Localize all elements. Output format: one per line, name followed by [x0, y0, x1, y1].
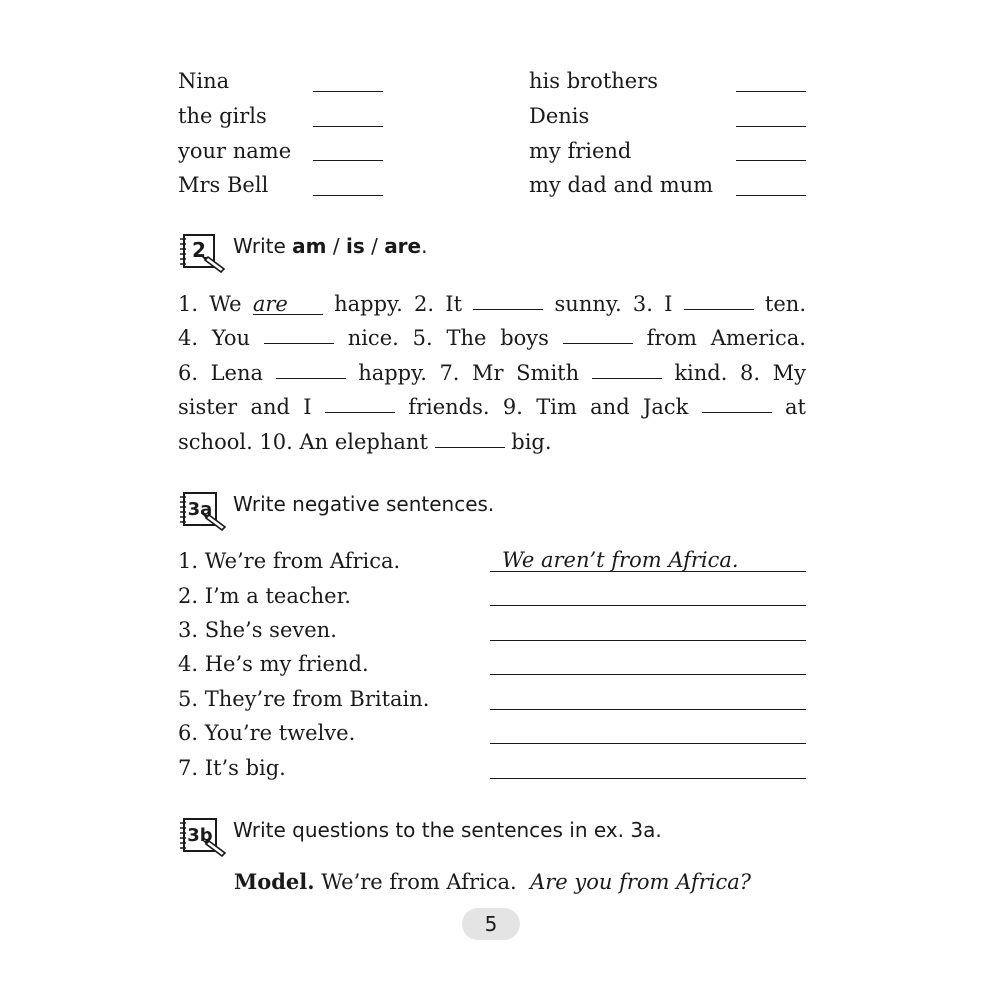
exercise-2-badge: 2 — [192, 238, 206, 262]
ex1-blank-6[interactable] — [736, 126, 806, 127]
ex3a-sentence-4: 4. He’s my friend. — [178, 652, 369, 676]
ex2-line-4: sister and I friends. 9. Tim and Jack at — [178, 395, 806, 419]
ex2-answer-1[interactable]: are — [253, 294, 323, 315]
ex3a-answer-line-5[interactable] — [490, 686, 806, 710]
ex2-blank-3[interactable] — [684, 308, 754, 310]
ex3a-sentence-1: 1. We’re from Africa. — [178, 549, 401, 573]
ex3b-model — [234, 869, 751, 894]
ex1-blank-2[interactable] — [313, 126, 383, 127]
ex3a-answer-line-2[interactable] — [490, 582, 806, 606]
ex1-item-8: my dad and mum — [529, 173, 714, 197]
ex1-item-1: Nina — [178, 69, 230, 93]
ex1-blank-4[interactable] — [313, 195, 383, 196]
ex1-item-2: the girls — [178, 104, 267, 128]
ex1-blank-7[interactable] — [736, 160, 806, 161]
exercise-3b-badge: 3b — [187, 825, 213, 846]
ex2-blank-2[interactable] — [473, 308, 543, 310]
model-sentence: We’re from Africa. — [314, 870, 517, 894]
notebook-pencil-icon — [178, 817, 230, 857]
ex3a-answer-1[interactable]: We aren’t from Africa. — [490, 548, 806, 572]
ex2-blank-5[interactable] — [563, 342, 633, 344]
ex2-line-2: 4. You nice. 5. The boys from America. — [178, 326, 806, 350]
ex1-blank-5[interactable] — [736, 91, 806, 92]
exercise-3a-badge: 3a — [187, 499, 213, 520]
exercise-3b-instruction: Write questions to the sentences in ex. 3a. — [233, 818, 662, 842]
model-answer: Are you from Africa? — [530, 870, 751, 894]
ex3a-sentence-2: 2. I’m a teacher. — [178, 584, 351, 608]
ex2-line-5: school. 10. An elephant big. — [178, 430, 552, 454]
ex2-line-1: 1. We are happy. 2. It sunny. 3. I ten. — [178, 292, 806, 316]
model-label: Model. — [234, 869, 315, 894]
ex2-blank-6[interactable] — [276, 377, 346, 379]
ex2-blank-9[interactable] — [702, 411, 772, 413]
ex2-line-3: 6. Lena happy. 7. Mr Smith kind. 8. My — [178, 361, 806, 385]
ex2-blank-4[interactable] — [264, 342, 334, 344]
exercise-3a-instruction: Write negative sentences. — [233, 492, 495, 516]
exercise-2-instruction: Write am / is / are. — [233, 234, 428, 258]
ex3a-sentence-3: 3. She’s seven. — [178, 618, 337, 642]
ex1-item-4: Mrs Bell — [178, 173, 269, 197]
ex1-item-3: your name — [178, 139, 292, 163]
ex2-blank-10[interactable] — [435, 446, 505, 448]
notebook-pencil-icon — [178, 233, 230, 273]
ex1-item-5: his brothers — [529, 69, 659, 93]
ex1-item-7: my friend — [529, 139, 632, 163]
ex1-blank-3[interactable] — [313, 160, 383, 161]
ex3a-answer-line-4[interactable] — [490, 651, 806, 675]
ex3a-sentence-5: 5. They’re from Britain. — [178, 687, 430, 711]
ex3a-sentence-6: 6. You’re twelve. — [178, 721, 356, 745]
ex3a-answer-line-3[interactable] — [490, 617, 806, 641]
ex3a-sentence-7: 7. It’s big. — [178, 756, 286, 780]
ex1-blank-1[interactable] — [313, 91, 383, 92]
ex3a-answer-line-6[interactable] — [490, 720, 806, 744]
page-number: 5 — [462, 908, 520, 940]
ex1-item-6: Denis — [529, 104, 590, 128]
ex2-blank-8[interactable] — [325, 411, 395, 413]
notebook-pencil-icon — [178, 491, 230, 531]
ex2-blank-7[interactable] — [592, 377, 662, 379]
ex3a-answer-line-7[interactable] — [490, 755, 806, 779]
ex1-blank-8[interactable] — [736, 195, 806, 196]
